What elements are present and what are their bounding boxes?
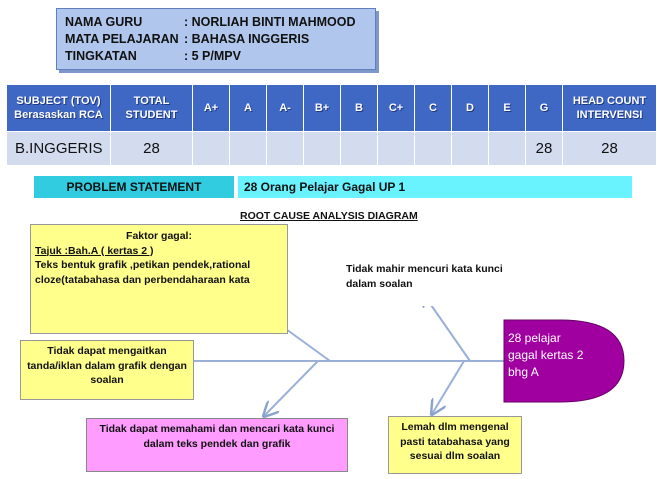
cell-head-count: 28 [563, 132, 657, 166]
header-subject: SUBJECT (TOV) Berasaskan RCA [7, 85, 111, 132]
problem-statement-label: PROBLEM STATEMENT [34, 176, 234, 198]
header-grade-a: A [230, 85, 267, 132]
cause-top-left-heading: Faktor gagal: [126, 230, 192, 242]
cell-total-student: 28 [111, 132, 193, 166]
cause-top-right: Tidak mahir mencuri kata kunci dalam soalan [342, 262, 520, 306]
cell-subject: B.INGGERIS [7, 132, 111, 166]
header-grade-a-plus: A+ [193, 85, 230, 132]
level-value: : 5 P/MPV [184, 49, 241, 63]
header-grade-b: B [341, 85, 378, 132]
cause-top-left-line2: Teks bentuk grafik ,petikan pendek,rational cloze(tatabahasa dan perbendaharaan kata [35, 259, 251, 286]
header-grade-c: C [415, 85, 452, 132]
level-label: TINGKATAN [65, 49, 137, 63]
cause-top-left [30, 224, 288, 334]
problem-statement-value: 28 Orang Pelajar Gagal UP 1 [238, 176, 632, 198]
subject-label: MATA PELAJARAN [65, 32, 179, 46]
bone-bottom-left [264, 361, 318, 416]
teacher-name-value: : NORLIAH BINTI MAHMOOD [184, 15, 356, 29]
header-grade-a-minus: A- [267, 85, 304, 132]
header-grade-e: E [489, 85, 526, 132]
teacher-name-label: NAMA GURU [65, 15, 143, 29]
cell-grade-g: 28 [526, 132, 563, 166]
header-grade-g: G [526, 85, 563, 132]
fish-head-text: 28 pelajar gagal kertas 2 bhg A [508, 331, 584, 379]
cause-bottom-left: Tidak dapat memahami dan mencari kata kunci dalam teks pendek dan grafik [86, 418, 348, 472]
header-grade-c-plus: C+ [378, 85, 415, 132]
header-total-student: TOTAL STUDENT [111, 85, 193, 132]
bone-bottom-right [432, 361, 464, 414]
subject-value: : BAHASA INGGERIS [184, 32, 310, 46]
cause-bottom-right: Lemah dlm mengenal pasti tatabahasa yang sesuai dlm soalan [388, 416, 522, 474]
cause-top-left-line1: Tajuk :Bah.A ( kertas 2 ) [35, 244, 154, 257]
cause-middle-left: Tidak dapat mengaitkan tanda/iklan dalam grafik dengan soalan [20, 340, 194, 400]
header-grade-d: D [452, 85, 489, 132]
header-grade-b-plus: B+ [304, 85, 341, 132]
diagram-title: ROOT CAUSE ANALYSIS DIAGRAM [240, 210, 418, 222]
header-head-count: HEAD COUNT INTERVENSI [563, 85, 657, 132]
